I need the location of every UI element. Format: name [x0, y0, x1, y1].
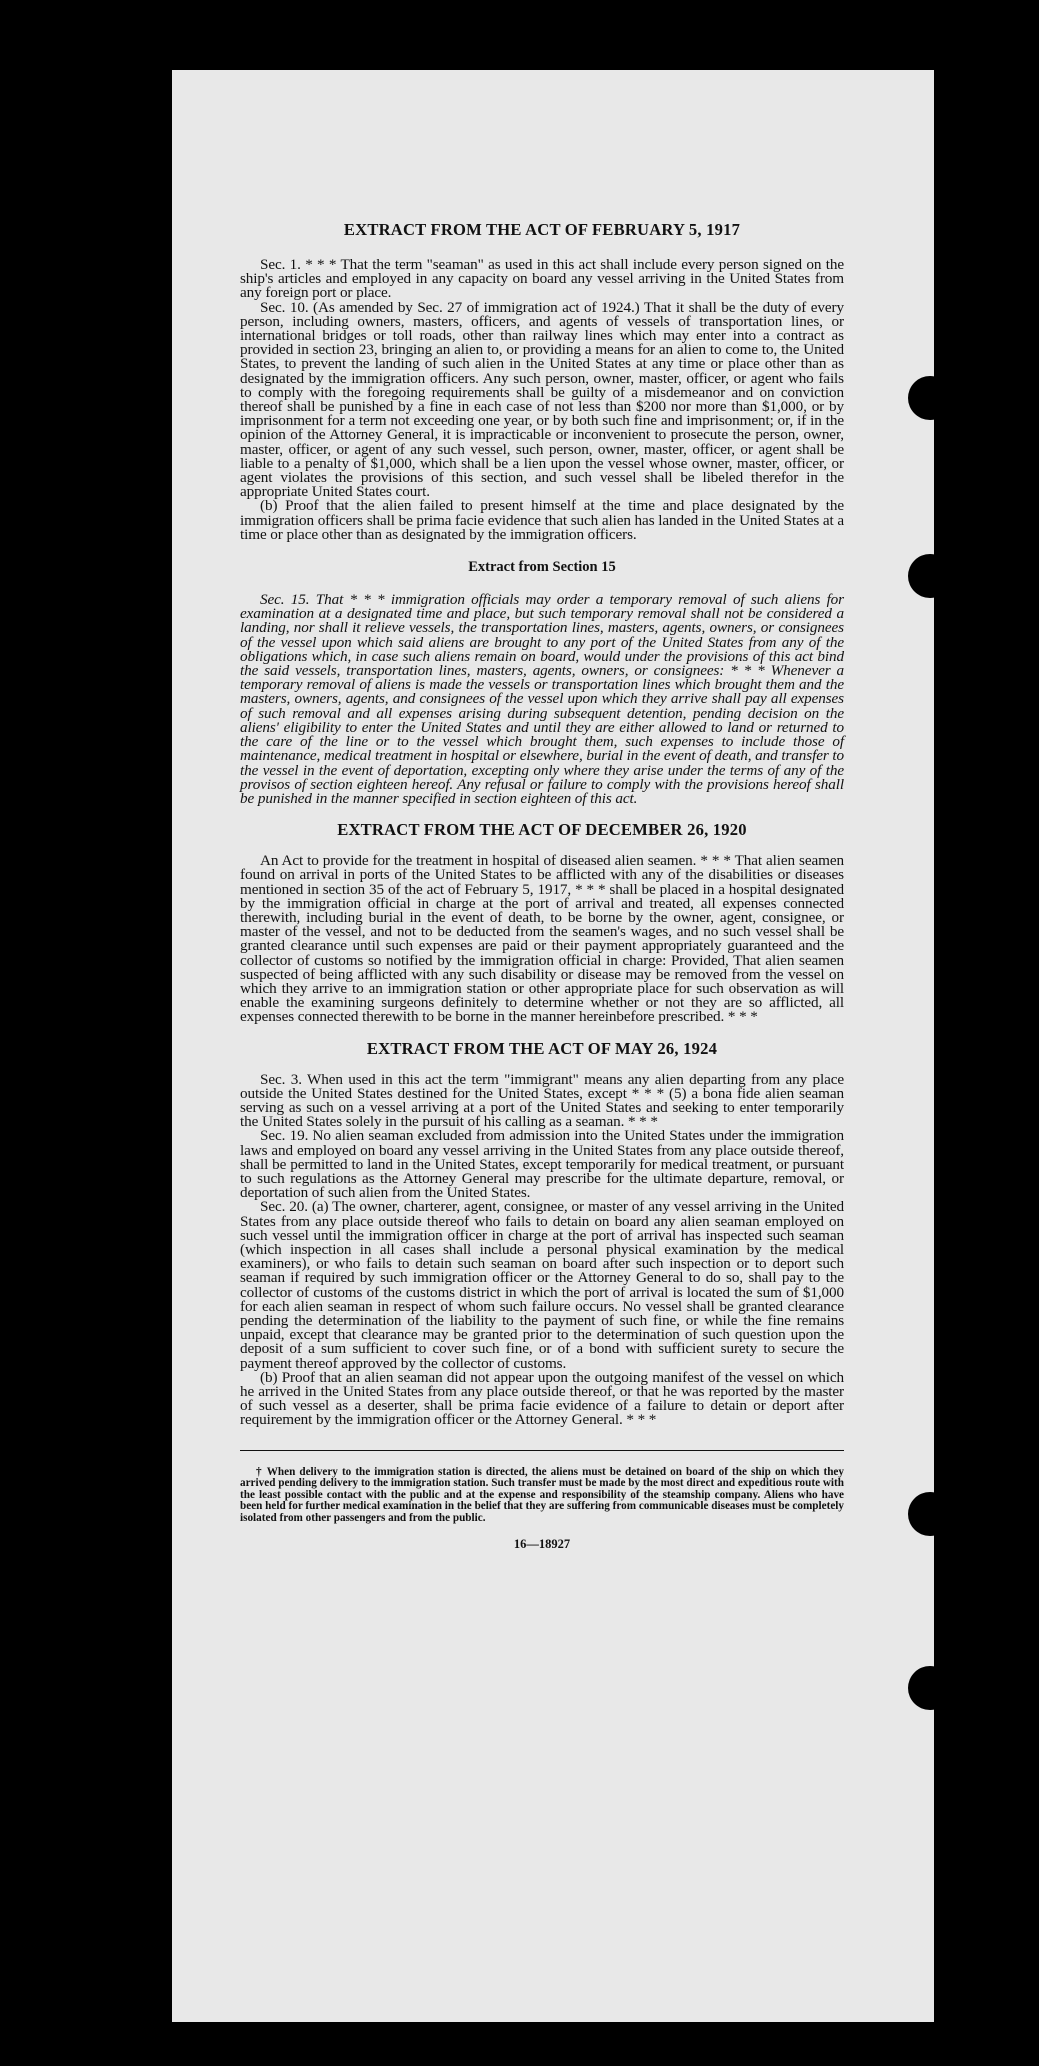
heading-act-1924: EXTRACT FROM THE ACT OF MAY 26, 1924 [366, 1038, 718, 1058]
heading-act-1920: EXTRACT FROM THE ACT OF DECEMBER 26, 1920 [337, 820, 747, 840]
heading-section-15: Extract from Section 15 [468, 559, 616, 576]
paragraph-act-1920: An Act to provide for the treatment in hospital of diseased alien seamen. * * * That alien seamen found on arrival in ports of the United States to be afflicted with any of the disabilities or diseases mentioned in section 35 of the act of February 5, 1917, * * * shall be placed in a hospital designated by the immigration official in charge at the port of arrival and treated, all expenses connected therewith, including burial in the event of death, to be borne by the owner, agent, consignee, or master of the vessel, and not to be deducted from the seamen's wages, and no such vessel shall be granted clearance until such expenses are paid or their payment appropriately guaranteed and the collector of customs so notified by the immigration official in charge: Provided, That alien seamen suspected of being afflicted with any such disability or disease may be removed from the vessel on which they arrive to an immigration station or other appropriate place for such observation as will enable the examining surgeons definitely to determine whether or not they are so afflicted, all expenses connected therewith to be borne in the manner hereinbefore prescribed. * * * [240, 852, 844, 1026]
document-page [172, 70, 934, 2022]
punch-hole [908, 1666, 934, 1710]
paragraph-sec-10: Sec. 10. (As amended by Sec. 27 of immigration act of 1924.) That it shall be the duty of every person, including owners, masters, officers, and agents of vessels of transportation lines, or international bridges or toll roads, other than railway lines which may enter into a contract as provided in section 23, bringing an alien to, or providing a means for an alien to come to, the United States, to prevent the landing of such alien in the United States at any time or place other than as designated by the immigration officers. Any such person, owner, master, officer, or agent who fails to comply with the foregoing requirements shall be guilty of a misdemeanor and on conviction thereof shall be punished by a fine in each case of not less than $200 nor more than $1,000, or by imprisonment for a term not exceeding one year, or by both such fine and imprisonment; or, if in the opinion of the Attorney General, it is impracticable or inconvenient to prosecute the person, owner, master, officer, or agent of any such vessel, such person, owner, master, officer, or agent shall be liable to a penalty of $1,000, which shall be a lien upon the vessel whose owner, master, officer, or agent violates the provisions of this section, and such vessel shall be libeled therefor in the appropriate United States court. [240, 298, 844, 501]
heading-act-1917: EXTRACT FROM THE ACT OF FEBRUARY 5, 1917 [343, 220, 741, 239]
paragraph-sec-10-b: (b) Proof that the alien failed to present himself at the time and place designated by the immigration officers shall be prima facie evidence that such alien has landed in the United States at a time or place other than as designated by the immigration officers. [240, 497, 844, 543]
punch-hole [908, 1492, 934, 1536]
paragraph-sec-20-b: (b) Proof that an alien seaman did not appear upon the outgoing manifest of the vessel on which he arrived in the United States from any place outside thereof, or that he was reported by the master of such vessel as a deserter, shall be prima facie evidence of a failure to detain or deport after requirement by the immigration officer or the Attorney General. * * * [240, 1368, 844, 1429]
footnote: † When delivery to the immigration station is directed, the aliens must be detained on board of the ship on which they arrived pending delivery to the immigration station. Such transfer must be made by the most direct and expeditious route with the least possible contact with the public and at the expense and responsibility of the steamship company. Aliens who have been held for further medical examination in the belief that they are suffering from communicable diseases must be completely isolated from other passengers and from the public. [240, 1465, 844, 1524]
paragraph-sec-19: Sec. 19. No alien seaman excluded from admission into the United States under the immigration laws and employed on board any vessel arriving in the United States from any place outside thereof, shall be permitted to land in the United States, except temporarily for medical treatment, or pursuant to such regulations as the Attorney General may prescribe for the ultimate departure, removal, or deportation of such alien from the United States. [240, 1127, 844, 1202]
form-number: 16—18927 [513, 1536, 571, 1551]
punch-hole [908, 376, 934, 420]
paragraph-sec-15: Sec. 15. That * * * immigration officials may order a temporary removal of such aliens for examination at a designated time and place, but such temporary removal shall not be considered a landing, nor shall it relieve vessels, the transportation lines, masters, agents, owners, or consignees of the vessel upon which said aliens are brought to any port of the United States from any of the obligations which, in case such aliens remain on board, would under the provisions of this act bind the said vessels, transportation lines, masters, agents, owners, or consignees: * * * Whenever a temporary removal of aliens is made the vessels or transportation lines which brought them and the masters, owners, agents, and consignees of the vessel upon which they arrive shall pay all expenses of such removal and all expenses arising during subsequent detention, pending decision on the aliens' eligibility to enter the United States and until they are either allowed to land or returned to the care of the line or to the vessel which brought them, such expenses to include those of maintenance, medical treatment in hospital or elsewhere, burial in the event of death, and transfer to the vessel in the event of deportation, excepting only where they arise under the terms of any of the provisos of section eighteen hereof. Any refusal or failure to comply with the provisions hereof shall be punished in the manner specified in section eighteen of this act. [240, 591, 844, 807]
paragraph-sec-20-a: Sec. 20. (a) The owner, charterer, agent, consignee, or master of any vessel arriving in the United States from any place outside thereof who fails to detain on board any alien seaman employed on such vessel until the immigration officer in charge at the port of arrival has inspected such seaman (which inspection in all cases shall include a personal physical examination by the medical examiners), or who fails to detain such seaman on board after such inspection or to deport such seaman if required by such immigration officer or the Attorney General to do so, shall pay to the collector of customs of the customs district in which the port of arrival is located the sum of $1,000 for each alien seaman in respect of whom such failure occurs. No vessel shall be granted clearance pending the determination of the liability to the payment of such fine, or while the fine remains unpaid, except that clearance may be granted prior to the determination of such question upon the deposit of a sum sufficient to cover such fine, or of a bond with sufficient surety to secure the payment thereof approved by the collector of customs. [240, 1198, 844, 1372]
paragraph-sec-3: Sec. 3. When used in this act the term "immigrant" means any alien departing from any place outside the United States destined for the United States, except * * * (5) a bona fide alien seaman serving as such on a vessel arriving at a port of the United States and seeking to enter temporarily the United States solely in the pursuit of his calling as a seaman. * * * [240, 1070, 844, 1131]
punch-hole [908, 554, 934, 598]
paragraph-sec-1: Sec. 1. * * * That the term "seaman" as used in this act shall include every person signed on the ship's articles and employed in any capacity on board any vessel arriving in the United States from any foreign port or place. [240, 256, 844, 302]
